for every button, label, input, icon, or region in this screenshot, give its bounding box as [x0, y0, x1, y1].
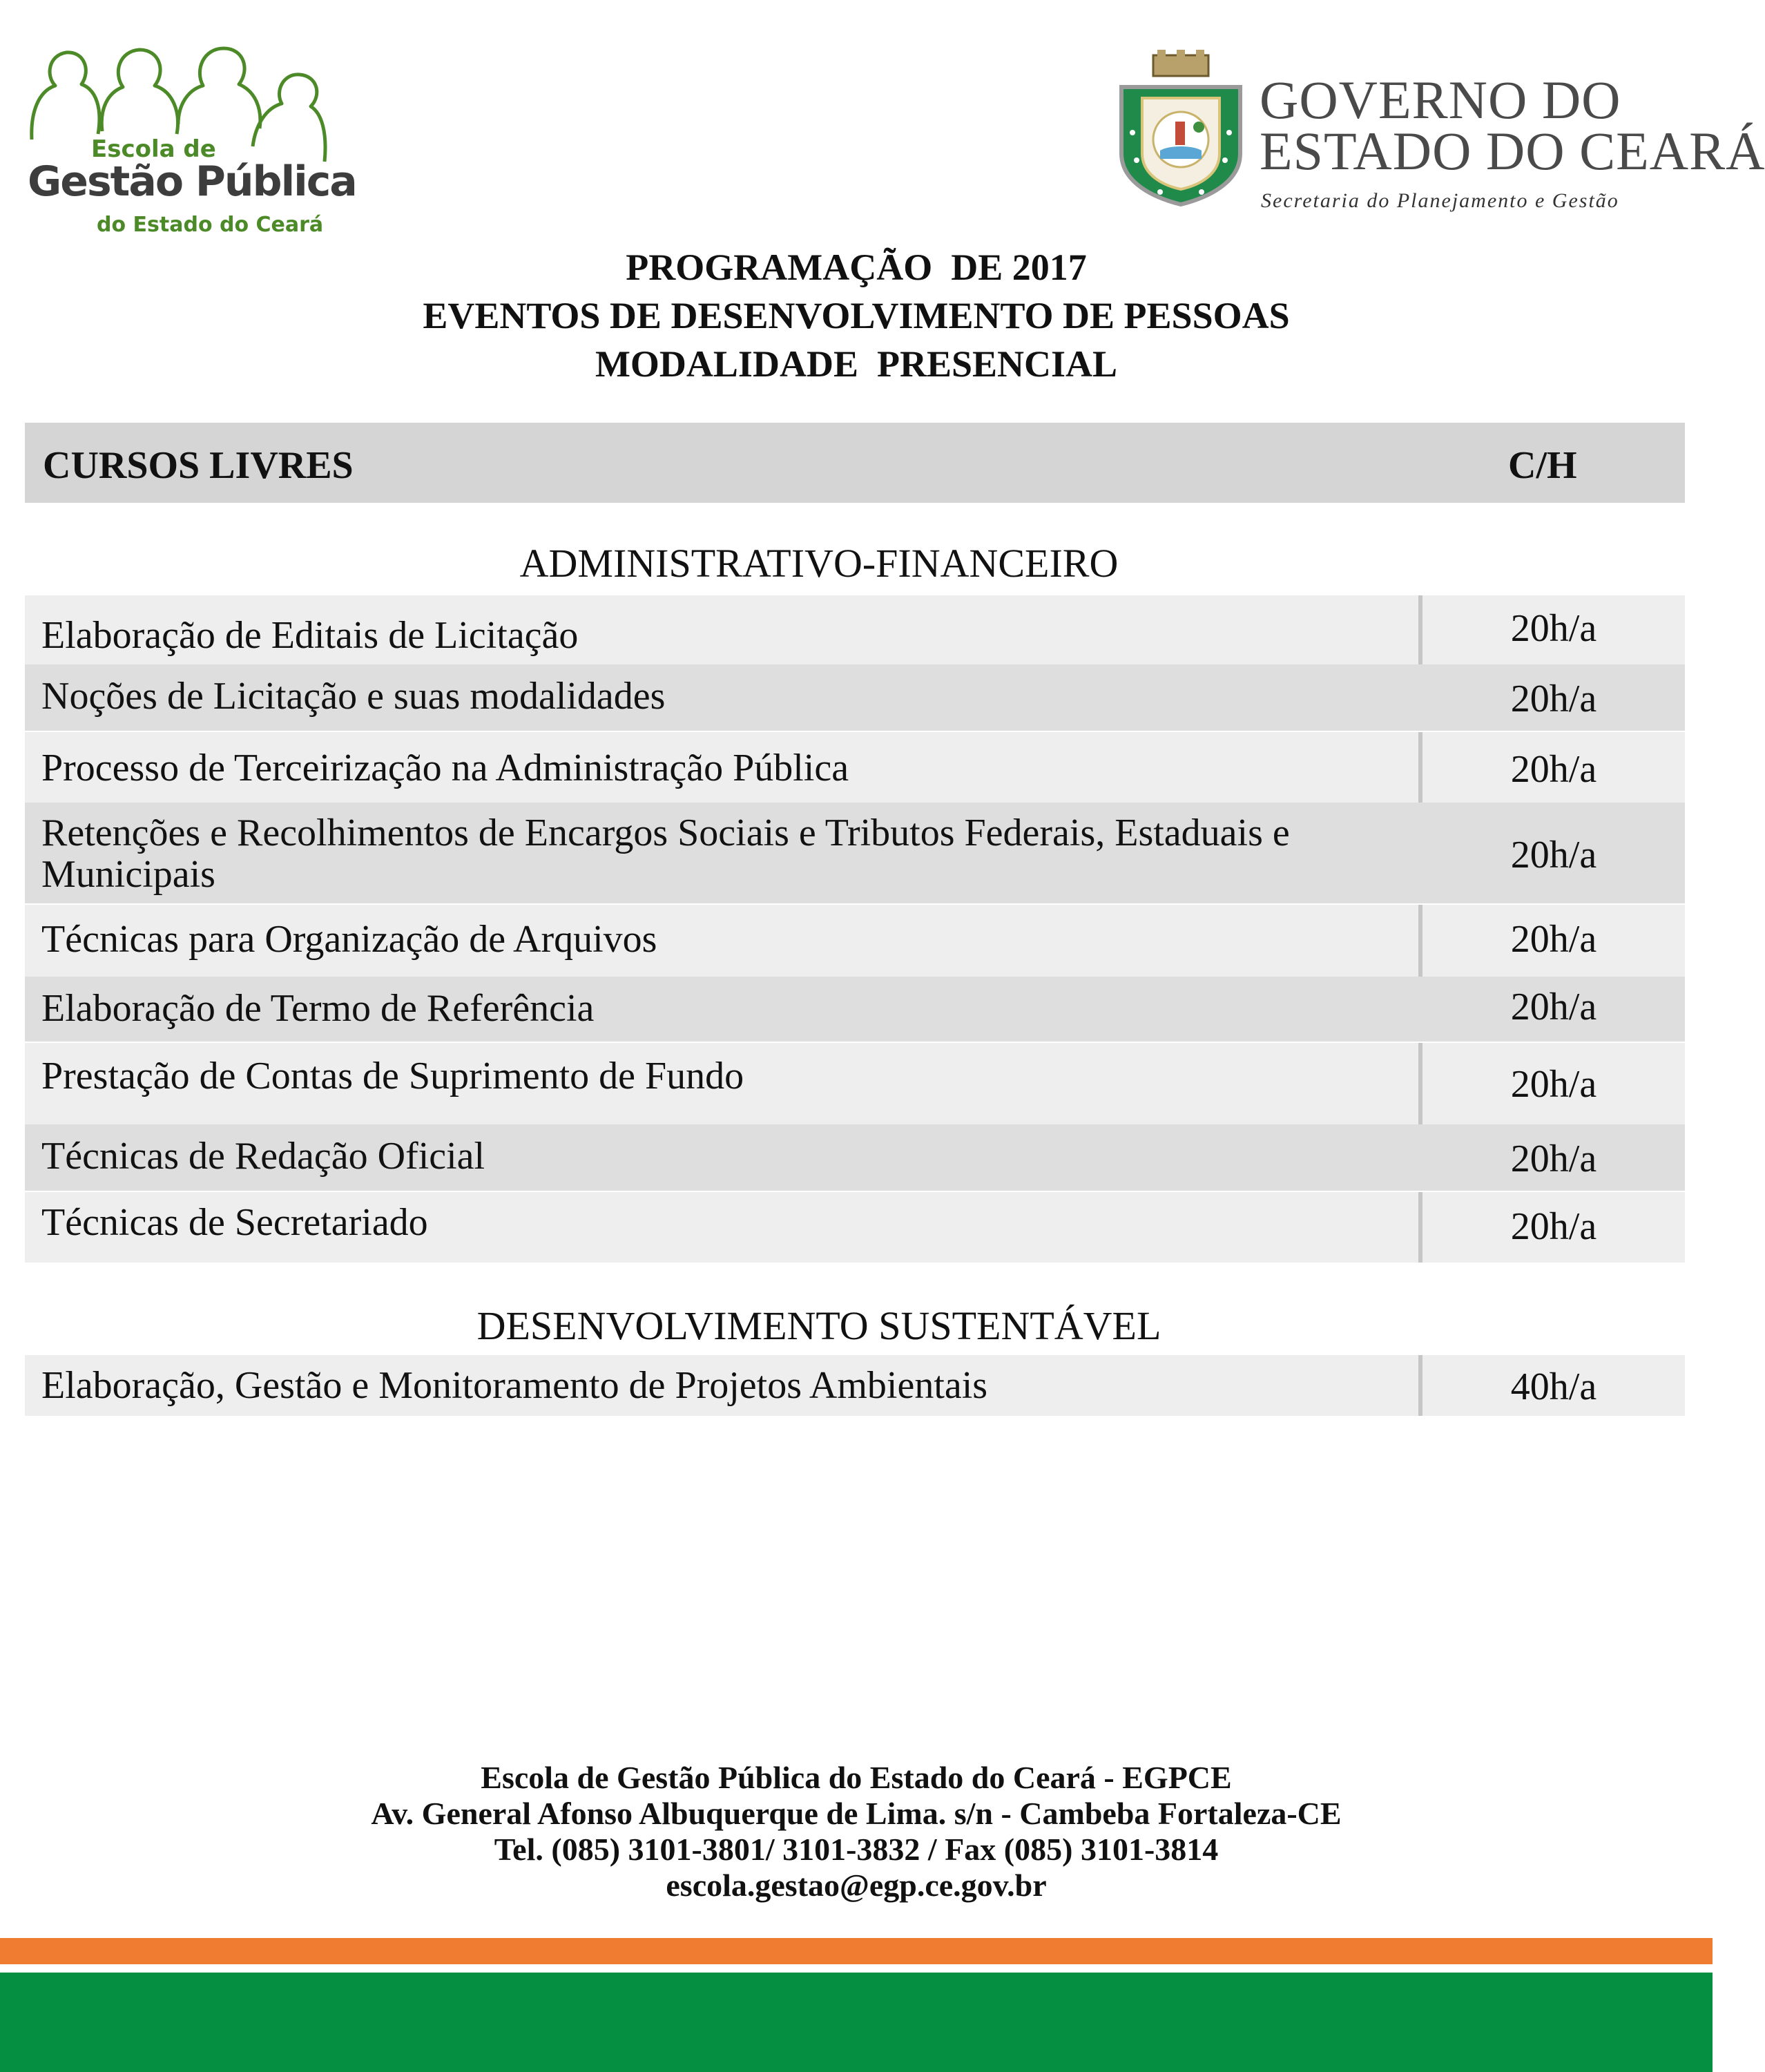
- section-title-administrativo: ADMINISTRATIVO-FINANCEIRO: [519, 541, 1119, 586]
- header-workload: C/H: [1508, 444, 1577, 487]
- course-hours: 20h/a: [1510, 918, 1597, 961]
- course-name: Elaboração de Editais de Licitação: [41, 614, 579, 657]
- course-hours: 40h/a: [1510, 1365, 1597, 1408]
- egp-logo-line3: do Estado do Ceará: [97, 213, 324, 237]
- course-name: Técnicas para Organização de Arquivos: [41, 918, 657, 961]
- title-line-2: EVENTOS DE DESENVOLVIMENTO DE PESSOAS: [423, 295, 1290, 336]
- egp-logo: [25, 43, 356, 243]
- course-hours: 20h/a: [1510, 748, 1597, 791]
- course-name: Noções de Licitação e suas modalidades: [41, 675, 666, 718]
- course-hours: 20h/a: [1510, 986, 1597, 1028]
- governo-logo: [1112, 50, 1765, 215]
- document-title: [0, 243, 1713, 388]
- table-row: [25, 732, 1685, 803]
- course-hours: 20h/a: [1510, 1063, 1597, 1106]
- orange-stripe: [0, 1938, 1713, 1964]
- course-hours: 20h/a: [1510, 678, 1597, 720]
- governo-logo-line2: ESTADO DO CEARÁ: [1260, 121, 1765, 181]
- course-name: Elaboração, Gestão e Monitoramento de Projetos Ambientais: [41, 1364, 988, 1407]
- table-row: [25, 905, 1685, 977]
- table-row: [25, 1043, 1685, 1124]
- course-name: Prestação de Contas de Suprimento de Fundo: [41, 1055, 744, 1097]
- governo-logo-line3: Secretaria do Planejamento e Gestão: [1261, 189, 1619, 212]
- course-name: Processo de Terceirização na Administração Pública: [41, 747, 849, 789]
- table-row: [25, 595, 1685, 664]
- course-name: Retenções e Recolhimentos de Encargos Sociais e Tributos Federais, Estaduais e Municipais: [41, 812, 1290, 896]
- table-row: [25, 1192, 1685, 1263]
- course-hours: 20h/a: [1510, 607, 1597, 650]
- footer-institution: Escola de Gestão Pública do Estado do Ceará - EGPCE: [481, 1760, 1232, 1795]
- course-hours: 20h/a: [1510, 1138, 1597, 1180]
- ceara-coat-of-arms-icon: [1112, 50, 1250, 209]
- course-name: Elaboração de Termo de Referência: [41, 987, 595, 1030]
- table-row: [25, 664, 1685, 731]
- egp-logo-line2: Gestão Pública: [28, 157, 356, 206]
- header-courses: CURSOS LIVRES: [43, 444, 354, 487]
- governo-logo-line1: GOVERNO DO: [1260, 70, 1621, 130]
- egp-logo-line1: Escola de: [91, 135, 216, 163]
- footer-contact: [0, 1760, 1713, 1903]
- course-name: Técnicas de Secretariado: [41, 1201, 428, 1244]
- course-hours: 20h/a: [1510, 834, 1597, 876]
- table-header: [25, 423, 1685, 503]
- table-row: [25, 1124, 1685, 1191]
- section-title-sustentavel: DESENVOLVIMENTO SUSTENTÁVEL: [476, 1303, 1161, 1348]
- green-stripe: [0, 1973, 1713, 2072]
- course-name: Técnicas de Redação Oficial: [41, 1135, 485, 1178]
- table-row: [25, 977, 1685, 1042]
- title-line-1: PROGRAMAÇÃO DE 2017: [626, 247, 1087, 288]
- footer-email: escola.gestao@egp.ce.gov.br: [666, 1868, 1047, 1903]
- course-hours: 20h/a: [1510, 1205, 1597, 1248]
- title-line-3: MODALIDADE PRESENCIAL: [595, 343, 1118, 385]
- table-row: [25, 803, 1685, 903]
- footer-phone: Tel. (085) 3101-3801/ 3101-3832 / Fax (085) 3101-3814: [494, 1832, 1219, 1867]
- table-row: [25, 1355, 1685, 1416]
- footer-address: Av. General Afonso Albuquerque de Lima. s/n - Cambeba Fortaleza-CE: [371, 1796, 1342, 1831]
